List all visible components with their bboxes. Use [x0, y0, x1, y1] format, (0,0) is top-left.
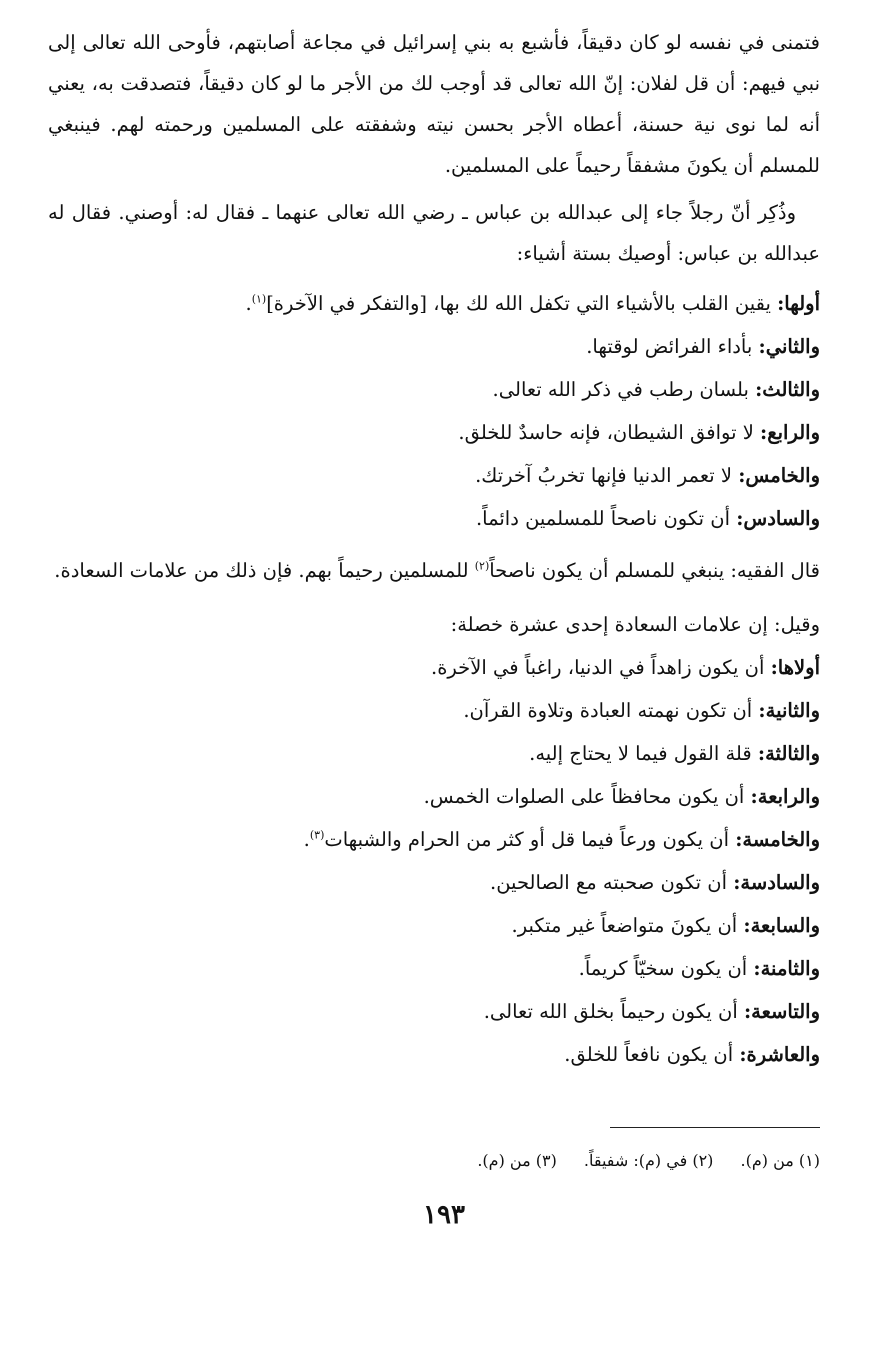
- faqih-text-before: قال الفقيه: ينبغي للمسلم أن يكون ناصحاً: [489, 559, 820, 582]
- list-item: [48, 411, 820, 454]
- footnote-ref: (٢): [474, 559, 490, 573]
- list-item-text: أن يكون محافظاً على الصلوات الخمس.: [423, 785, 745, 808]
- list-item-label: والسادس:: [736, 507, 820, 530]
- list-item: [48, 732, 820, 775]
- list-item: [48, 861, 820, 904]
- list-item: [48, 990, 820, 1033]
- footnote: (٢) في (م): شفيقاً.: [583, 1151, 714, 1170]
- list-item-label: والخامسة:: [735, 828, 820, 851]
- footnote-ref: (١): [251, 292, 267, 306]
- six-things-list: [48, 282, 820, 540]
- footnote: (٣) من (م).: [477, 1151, 557, 1170]
- list-item-text: أن تكون نهمته العبادة وتلاوة القرآن.: [463, 699, 753, 722]
- list-item: [48, 689, 820, 732]
- list-item-label: أولاها:: [770, 656, 820, 679]
- list-item-text: أن يكون نافعاً للخلق.: [564, 1043, 734, 1066]
- list-item-text: أن يكون سخيّاً كريماً.: [578, 957, 748, 980]
- list-item-label: والثانية:: [758, 699, 820, 722]
- list-item: [48, 454, 820, 497]
- list-item-text: لا تعمر الدنيا فإنها تخربُ آخرتك.: [475, 464, 732, 487]
- list-item-label: والسادسة:: [733, 871, 820, 894]
- list-item-label: أولها:: [777, 292, 820, 315]
- list-item-label: والثاني:: [758, 335, 820, 358]
- paragraph-faqih: [48, 550, 820, 591]
- list-item-end: .: [245, 292, 252, 315]
- list-item-text: بأداء الفرائض لوقتها.: [586, 335, 753, 358]
- list-item-text: أن تكون صحبته مع الصالحين.: [490, 871, 727, 894]
- list-item: [48, 368, 820, 411]
- list-item-text: يقين القلب بالأشياء التي تكفل الله لك بها، [والتفكر في الآخرة]: [266, 292, 771, 315]
- footnote-divider: [610, 1127, 820, 1128]
- paragraph-intro: فتمنى في نفسه لو كان دقيقاً، فأشبع به بني إسرائيل في مجاعة أصابتهم، فأوحى الله تعالى إلى نبي فيهم: أن قل لفلان: إنّ الله تعالى قد أوجب لك من الأجر ما لو كان دقيقاً، فتصدقت به، يعني أنه لما نوى نية حسنة، أعطاه الأجر بحسن نيته وشفقته على المسلمين ورحمته لهم. فينبغي للمسلم أن يكونَ مشفقاً رحيماً على المسلمين.: [48, 31, 820, 177]
- list-item: [48, 775, 820, 818]
- footnote: (١) من (م).: [740, 1151, 820, 1170]
- list-item-text: قلة القول فيما لا يحتاج إليه.: [529, 742, 752, 765]
- footnotes: [48, 1148, 820, 1174]
- list-item-label: والثالثة:: [757, 742, 820, 765]
- list-item-text: أن يكون ورعاً فيما قل أو كثر من الحرام والشبهات: [324, 828, 729, 851]
- list-item-label: والعاشرة:: [739, 1043, 820, 1066]
- list-intro: وقيل: إن علامات السعادة إحدى عشرة خصلة:: [450, 613, 820, 636]
- list-item-end: .: [303, 828, 310, 851]
- happiness-signs-list: [48, 603, 820, 1076]
- list-item: [48, 646, 820, 689]
- page-number: ١٩٣: [423, 1200, 465, 1230]
- list-item-text: أن يكونَ متواضعاً غير متكبر.: [511, 914, 738, 937]
- faqih-text-after: للمسلمين رحيماً بهم. فإن ذلك من علامات السعادة.: [54, 559, 469, 582]
- main-text: [48, 22, 820, 1086]
- list-item-label: والثامنة:: [753, 957, 820, 980]
- list-item-text: أن يكون رحيماً بخلق الله تعالى.: [483, 1000, 738, 1023]
- list-item: [48, 497, 820, 540]
- list-item-label: والثالث:: [755, 378, 820, 401]
- list-item-text: أن يكون زاهداً في الدنيا، راغباً في الآخرة.: [431, 656, 765, 679]
- list-item-label: والتاسعة:: [743, 1000, 820, 1023]
- paragraph-ibn-abbas: وذُكِر أنّ رجلاً جاء إلى عبدالله بن عباس ـ رضي الله تعالى عنهما ـ فقال له: أوصني. فقال له عبدالله بن عباس: أوصيك بستة أشياء:: [48, 201, 820, 265]
- list-item: [48, 1033, 820, 1076]
- footnote-ref: (٣): [309, 828, 325, 842]
- list-item-text: بلسان رطب في ذكر الله تعالى.: [492, 378, 749, 401]
- list-item-label: والرابع:: [760, 421, 820, 444]
- list-item: [48, 325, 820, 368]
- list-item: [48, 904, 820, 947]
- list-item-text: أن تكون ناصحاً للمسلمين دائماً.: [475, 507, 730, 530]
- list-item: [48, 947, 820, 990]
- list-item-text: لا توافق الشيطان، فإنه حاسدٌ للخلق.: [458, 421, 754, 444]
- list-item: [48, 282, 820, 325]
- list-item-label: والرابعة:: [750, 785, 820, 808]
- list-item-label: والخامس:: [738, 464, 820, 487]
- list-item-label: والسابعة:: [743, 914, 820, 937]
- list-item: [48, 818, 820, 861]
